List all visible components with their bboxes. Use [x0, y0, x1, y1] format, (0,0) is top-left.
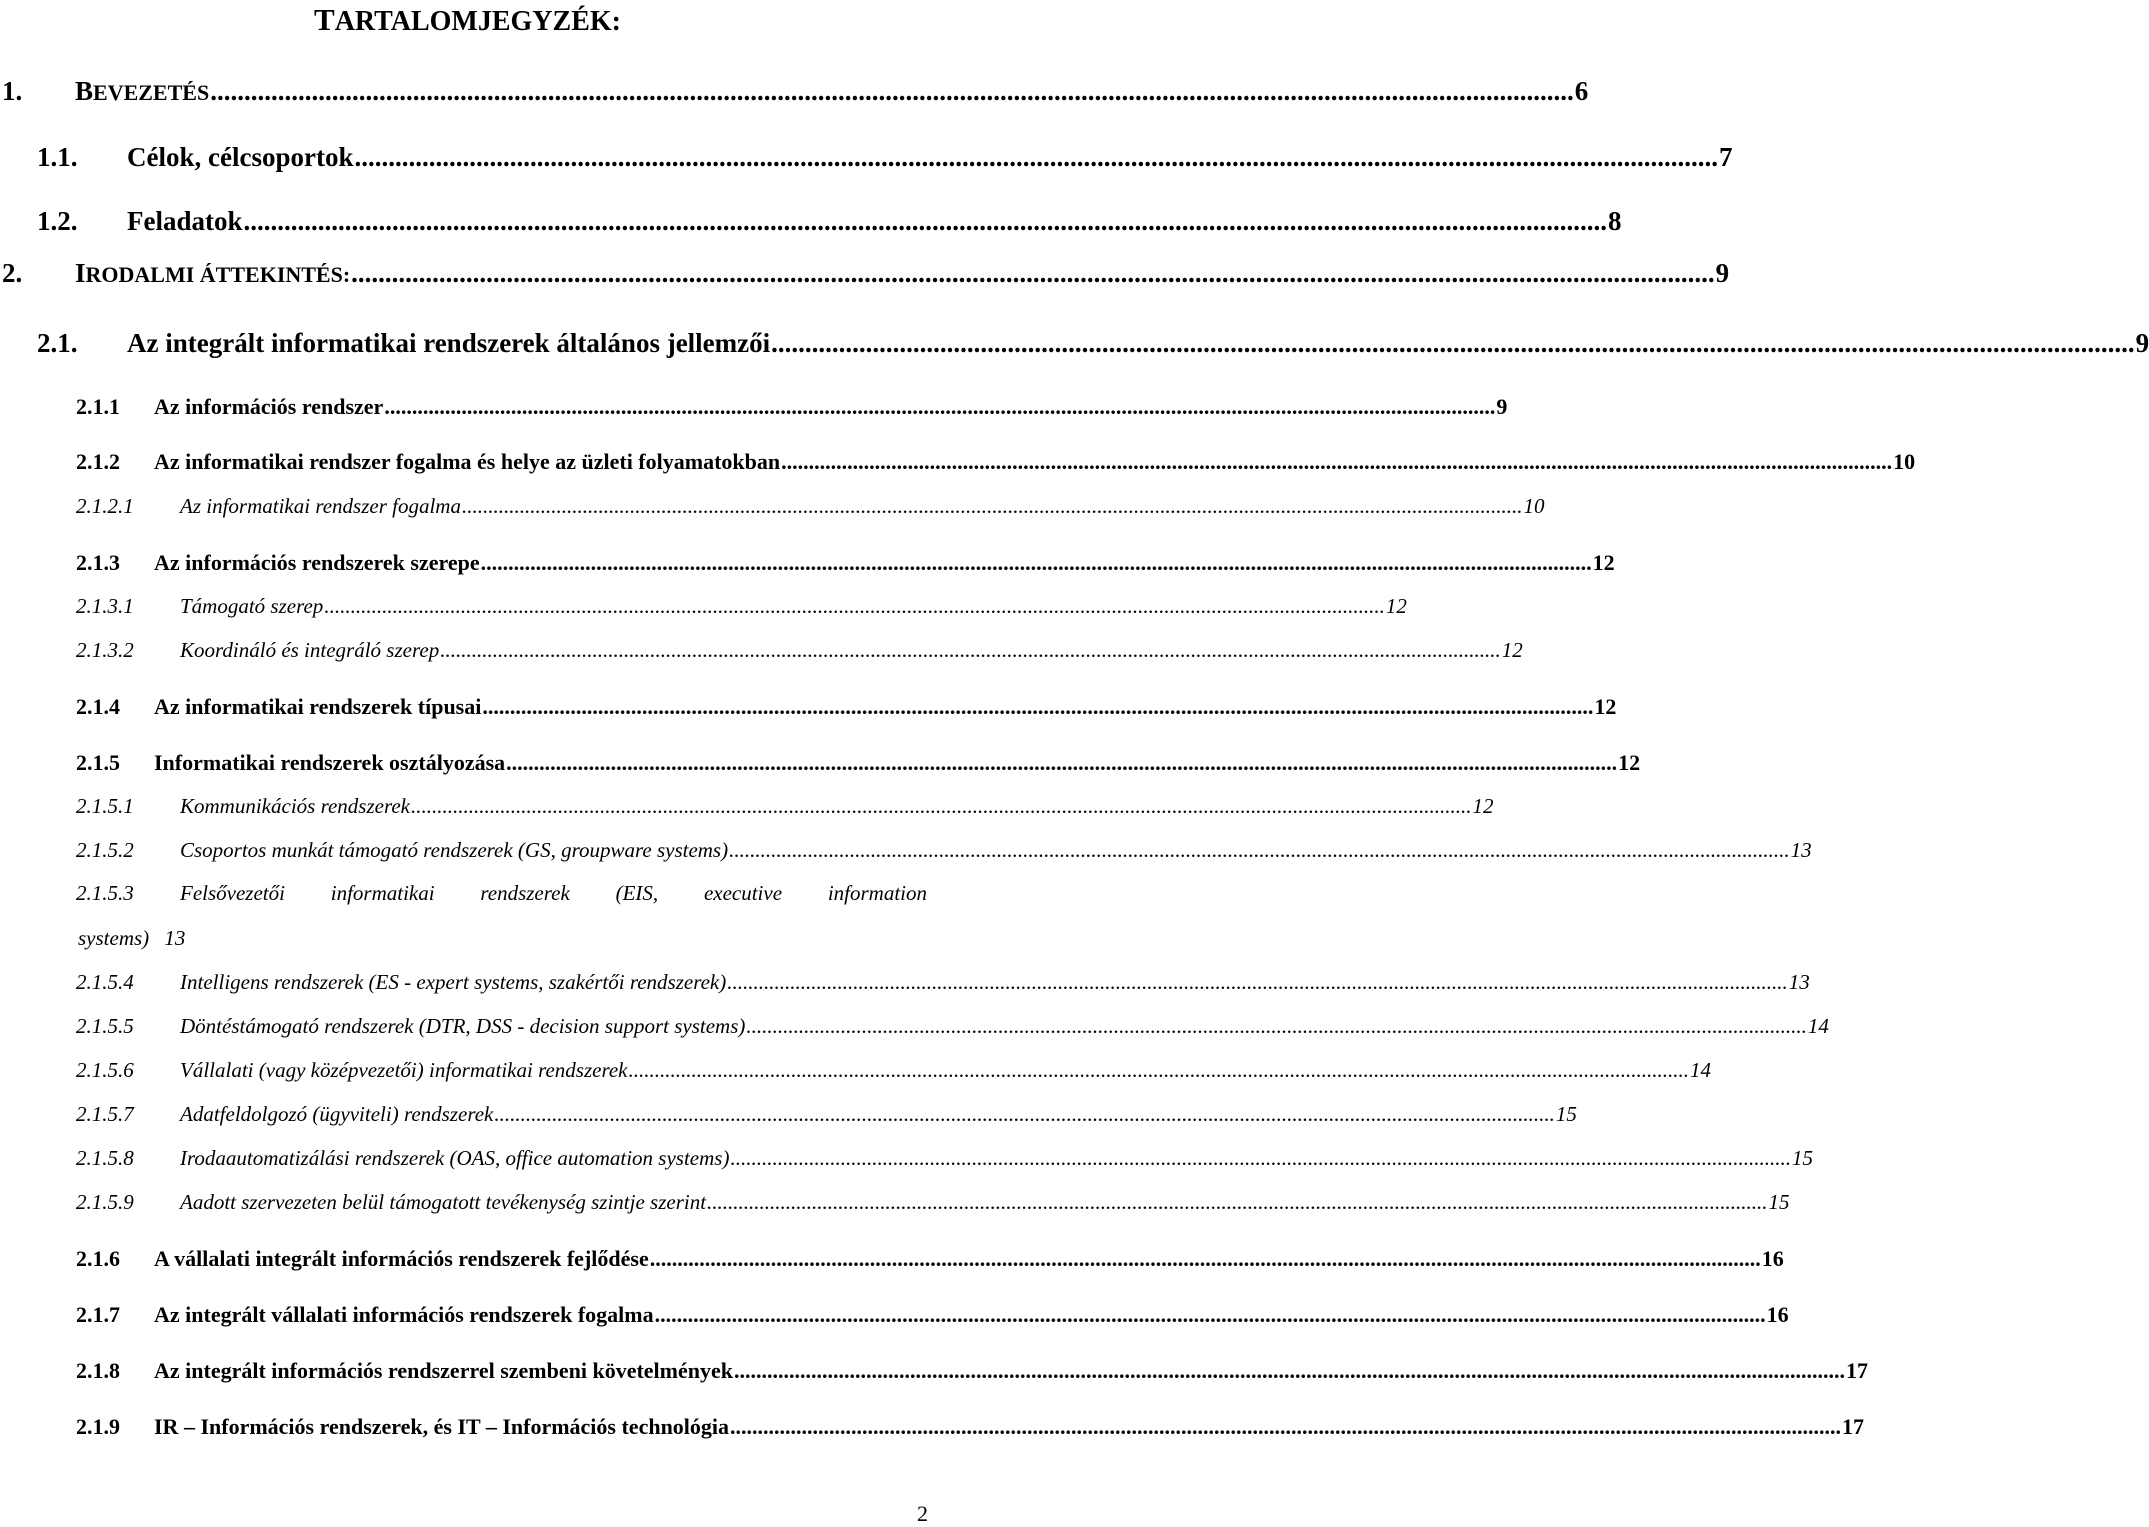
toc-heading: Irodaautomatizálási rendszerek (OAS, office automation systems): [180, 1146, 730, 1170]
toc-entry-2-1-5-2[interactable]: [0, 838, 1812, 868]
toc-entry-2-1-2[interactable]: [0, 449, 1916, 479]
toc-leader: ..........................................................................................................................................................................................................: [210, 76, 1574, 106]
toc-page: 13: [1790, 838, 1812, 862]
toc-entry-2-1-6[interactable]: [0, 1246, 1784, 1276]
toc-leader: ..........................................................................................................................................................................................................: [746, 1014, 1807, 1038]
toc-entry-2-1-4[interactable]: [0, 694, 1617, 724]
toc-page: 12: [1618, 750, 1641, 775]
toc-leader: ..........................................................................................................................................................................................................: [771, 328, 2135, 358]
toc-heading: Adatfeldolgozó (ügyviteli) rendszerek: [180, 1102, 494, 1126]
toc-page: 9: [2135, 328, 2149, 358]
toc-leader: ..........................................................................................................................................................................................................: [384, 394, 1496, 419]
toc-number: 1.1.: [37, 142, 78, 172]
toc-number: 2.1.5.3: [76, 881, 134, 905]
toc-number: 2.1.5.8: [76, 1146, 134, 1170]
toc-heading: Az informatikai rendszer fogalma: [180, 494, 461, 518]
toc-leader: ..........................................................................................................................................................................................................: [354, 142, 1718, 172]
toc-number: 1.2.: [37, 206, 78, 236]
toc-number: 2.1.5.5: [76, 1014, 134, 1038]
toc-leader: ..........................................................................................................................................................................................................: [730, 1414, 1842, 1439]
toc-heading: BEVEZETÉS: [75, 76, 210, 106]
toc-number: 2.1.5.9: [76, 1190, 134, 1214]
toc-page: 10: [1893, 449, 1916, 474]
toc-heading: Informatikai rendszerek osztályozása: [154, 750, 506, 775]
toc-leader: ..........................................................................................................................................................................................................: [707, 1190, 1768, 1214]
toc-heading: Célok, célcsoportok: [127, 142, 354, 172]
toc-entry-2-1-5-5[interactable]: [0, 1014, 1829, 1044]
toc-leader: ..........................................................................................................................................................................................................: [729, 838, 1790, 862]
toc-number: 2.1.1: [76, 394, 120, 419]
page-number: 2: [917, 1501, 928, 1526]
toc-heading: Kommunikációs rendszerek: [180, 794, 410, 818]
toc-number: 2.: [2, 258, 23, 288]
toc-heading: Az információs rendszer: [154, 394, 384, 419]
toc-leader: ..........................................................................................................................................................................................................: [506, 750, 1618, 775]
toc-leader: ..........................................................................................................................................................................................................: [494, 1102, 1555, 1126]
toc-page: 12: [1501, 638, 1523, 662]
toc-page: 12: [1472, 794, 1494, 818]
toc-entry-2-1-9[interactable]: [0, 1414, 1865, 1444]
toc-page: 9: [1496, 394, 1508, 419]
toc-number: 2.1.5.1: [76, 794, 134, 818]
toc-page: 16: [1761, 1246, 1784, 1271]
toc-page: 15: [1555, 1102, 1577, 1126]
toc-leader: ..........................................................................................................................................................................................................: [734, 1358, 1845, 1383]
toc-page: 13: [164, 926, 186, 950]
toc-heading: Az információs rendszerek szerepe: [154, 550, 480, 575]
toc-entry-feladatok[interactable]: [0, 206, 1622, 246]
toc-heading: IR – Információs rendszerek, és IT – Információs technológia: [154, 1414, 730, 1439]
toc-heading: Az integrált vállalati információs rendszerek fogalma: [154, 1302, 654, 1327]
toc-entry-celok[interactable]: [0, 142, 1733, 182]
toc-leader: ..........................................................................................................................................................................................................: [730, 1146, 1791, 1170]
toc-page: 12: [1594, 694, 1617, 719]
toc-number: 2.1.: [37, 328, 78, 358]
toc-heading: Aadott szervezeten belül támogatott tevékenység szintje szerint: [180, 1190, 707, 1214]
toc-entry-2-1-3[interactable]: [0, 550, 1615, 580]
toc-leader: ..........................................................................................................................................................................................................: [727, 970, 1788, 994]
toc-leader: ..........................................................................................................................................................................................................: [351, 258, 1715, 288]
toc-heading: A vállalati integrált információs rendszerek fejlődése: [154, 1246, 649, 1271]
toc-page: 12: [1592, 550, 1615, 575]
toc-entry-2-1-5-9[interactable]: [0, 1190, 1790, 1220]
page-title: TARTALOMJEGYZÉK:: [314, 2, 621, 37]
toc-leader: ..........................................................................................................................................................................................................: [440, 638, 1501, 662]
toc-leader: ..........................................................................................................................................................................................................: [628, 1058, 1689, 1082]
toc-leader: ..........................................................................................................................................................................................................: [781, 449, 1893, 474]
toc-heading: Az informatikai rendszerek típusai: [154, 694, 482, 719]
toc-heading: Intelligens rendszerek (ES - expert systems, szakértői rendszerek): [180, 970, 727, 994]
toc-entry-2-1-5-1[interactable]: [0, 794, 1494, 824]
toc-heading: Felsővezetői informatikai rendszerek (EIS, executive information: [180, 881, 927, 905]
toc-entry-2-1-7[interactable]: [0, 1302, 1789, 1332]
toc-number: 2.1.5: [76, 750, 120, 775]
toc-heading: Az integrált információs rendszerrel szembeni követelmények: [154, 1358, 733, 1383]
toc-page: 7: [1718, 142, 1733, 172]
toc-heading: Koordináló és integráló szerep: [180, 638, 440, 662]
toc-number: 2.1.4: [76, 694, 120, 719]
toc-entry-2-1-1[interactable]: [0, 394, 1508, 424]
toc-number: 2.1.5.6: [76, 1058, 134, 1082]
toc-entry-bevezetes[interactable]: [0, 76, 1589, 116]
toc-entry-2-1-8[interactable]: [0, 1358, 1868, 1388]
toc-heading: Csoportos munkát támogató rendszerek (GS, groupware systems): [180, 838, 729, 862]
toc-number: 2.1.5.7: [76, 1102, 134, 1126]
toc-entry-2-1-5[interactable]: [0, 750, 1641, 780]
toc-entry-2-1-5-6[interactable]: [0, 1058, 1711, 1088]
toc-page: 16: [1766, 1302, 1789, 1327]
toc-page: 10: [1523, 494, 1545, 518]
toc-number: 2.1.8: [76, 1358, 120, 1383]
toc-entry-2-1-2-1[interactable]: [0, 494, 1545, 524]
toc-number: 1.: [2, 76, 23, 106]
toc-page: 13: [1788, 970, 1810, 994]
toc-page: 12: [1385, 594, 1407, 618]
toc-leader: ..........................................................................................................................................................................................................: [480, 550, 1592, 575]
toc-page: 15: [1791, 1146, 1813, 1170]
toc-number: 2.1.7: [76, 1302, 120, 1327]
toc-entry-2-1-5-3[interactable]: [0, 881, 960, 961]
toc-heading: Vállalati (vagy középvezetői) informatikai rendszerek: [180, 1058, 628, 1082]
toc-number: 2.1.3.1: [76, 594, 134, 618]
toc-heading: Az informatikai rendszer fogalma és helye az üzleti folyamatokban: [154, 449, 781, 474]
toc-leader: ..........................................................................................................................................................................................................: [649, 1246, 1761, 1271]
toc-leader: ..........................................................................................................................................................................................................: [411, 794, 1472, 818]
toc-number: 2.1.3.2: [76, 638, 134, 662]
toc-leader: ..........................................................................................................................................................................................................: [482, 694, 1594, 719]
toc-number: 2.1.9: [76, 1414, 120, 1439]
toc-leader: ..........................................................................................................................................................................................................: [654, 1302, 1766, 1327]
toc-leader: ..........................................................................................................................................................................................................: [324, 594, 1385, 618]
toc-entry-2-1-3-2[interactable]: [0, 638, 1523, 668]
toc-page: 8: [1608, 206, 1622, 236]
toc-number: 2.1.6: [76, 1246, 120, 1271]
toc-number: 2.1.2.1: [76, 494, 134, 518]
toc-leader: ..........................................................................................................................................................................................................: [243, 206, 1608, 236]
toc-heading: IRODALMI ÁTTEKINTÉS:: [75, 258, 351, 288]
toc-heading: Döntéstámogató rendszerek (DTR, DSS - decision support systems): [180, 1014, 746, 1038]
toc-entry-2-1-5-7[interactable]: [0, 1102, 1577, 1132]
toc-leader: ..........................................................................................................................................................................................................: [461, 494, 1523, 518]
toc-number: 2.1.2: [76, 449, 120, 474]
toc-entry-irodalmi[interactable]: [0, 258, 1730, 298]
toc-page: 9: [1715, 258, 1730, 288]
toc-entry-2-1-3-1[interactable]: [0, 594, 1407, 624]
toc-page: 17: [1846, 1358, 1868, 1383]
toc-heading-continuation: systems): [78, 926, 150, 950]
toc-entry-2-1-5-8[interactable]: [0, 1146, 1813, 1176]
toc-number: 2.1.3: [76, 550, 120, 575]
toc-entry-2-1[interactable]: [0, 328, 2149, 368]
toc-heading: Támogató szerep: [180, 594, 324, 618]
toc-page: 17: [1842, 1414, 1865, 1439]
toc-entry-2-1-5-4[interactable]: [0, 970, 1810, 1000]
toc-heading: Az integrált informatikai rendszerek általános jellemzői: [127, 328, 771, 358]
toc-number: 2.1.5.4: [76, 970, 134, 994]
toc-page: 6: [1574, 76, 1589, 106]
toc-page: 14: [1690, 1058, 1711, 1082]
toc-number: 2.1.5.2: [76, 838, 134, 862]
toc-page: 15: [1768, 1190, 1790, 1214]
toc-heading: Feladatok: [127, 206, 243, 236]
toc-page: 14: [1807, 1014, 1829, 1038]
